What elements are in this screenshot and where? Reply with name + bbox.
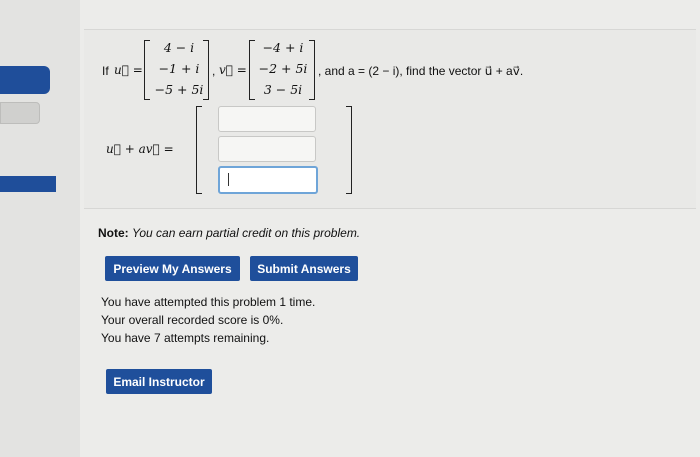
note-text: You can earn partial credit on this problem. [132,226,361,240]
sidebar-item[interactable] [0,102,40,124]
remaining-status: You have 7 attempts remaining. [101,331,270,345]
left-sidebar [0,0,80,457]
v-label: v⃗ = [219,63,247,77]
u-vector-entry-3: −5 + 5i [154,82,204,97]
answer-input-1[interactable] [218,106,316,132]
u-label: u⃗ = [114,63,143,77]
attempts-status: You have attempted this problem 1 time. [101,295,316,309]
submit-answers-button[interactable]: Submit Answers [250,256,358,281]
score-status: Your overall recorded score is 0%. [101,313,284,327]
if-text: If [102,64,109,78]
statement-suffix: , and a = (2 − i), find the vector u⃗ + av⃗. [318,64,524,78]
sidebar-active-item[interactable] [0,66,50,94]
answer-label: u⃗ + av⃗ = [106,142,174,156]
u-vector-entry-2: −1 + i [158,61,200,76]
v-matrix-right-bracket [309,40,315,100]
preview-answers-button[interactable]: Preview My Answers [105,256,240,281]
u-matrix-right-bracket [203,40,209,100]
partial-credit-note [98,226,360,240]
answer-right-bracket [346,106,352,194]
u-vector-entry-1: 4 − i [163,40,195,55]
answer-left-bracket [196,106,202,194]
answer-input-2[interactable] [218,136,316,162]
problem-panel [84,29,696,209]
note-label: Note: [98,226,129,240]
v-vector-entry-1: −4 + i [262,40,304,55]
email-instructor-button[interactable]: Email Instructor [106,369,212,394]
u-matrix-left-bracket [144,40,150,100]
sidebar-highlight-bar [0,176,56,192]
comma: , [212,64,216,78]
v-matrix-left-bracket [249,40,255,100]
answer-input-3[interactable] [218,166,318,194]
text-caret [228,173,229,186]
v-vector-entry-2: −2 + 5i [258,61,308,76]
v-vector-entry-3: 3 − 5i [263,82,303,97]
